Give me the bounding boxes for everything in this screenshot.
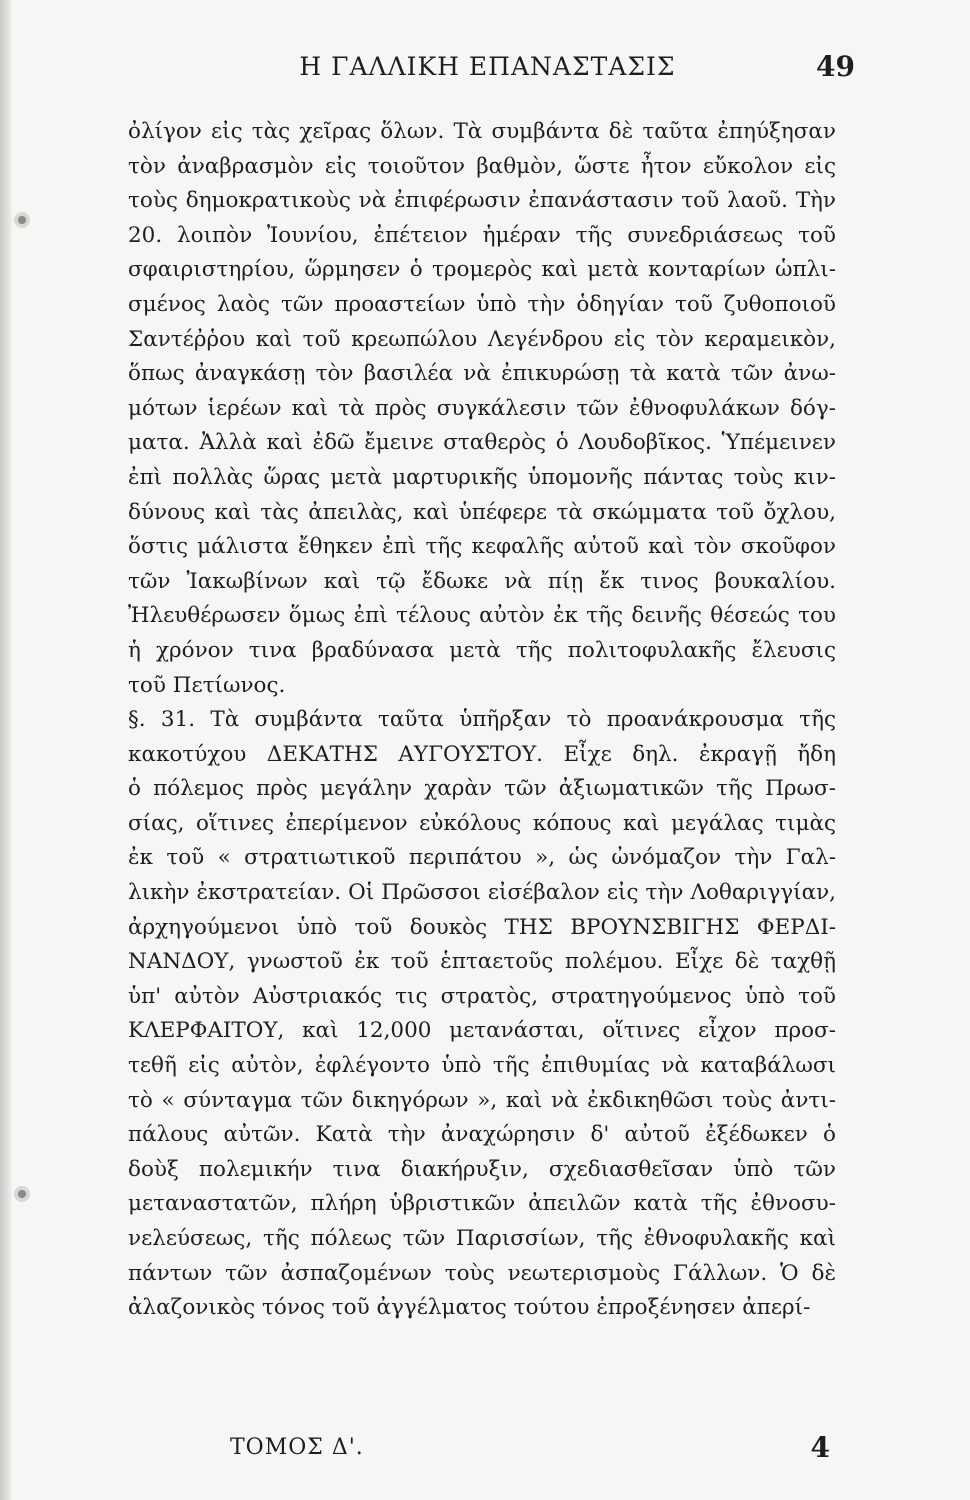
- text-line: ὅστις μάλιστα ἔθηκεν ἐπὶ τῆς κεφαλῆς αὐτοῦ καὶ τὸν σκοῦφον: [128, 534, 836, 560]
- running-title: Η ΓΑΛΛΙΚΗ ΕΠΑΝΑΣΤΑΣΙΣ: [299, 52, 676, 81]
- text-line: ὀλίγον εἰς τὰς χεῖρας ὅλων. Τὰ συμβάντα δὲ ταῦτα ἐπηύξησαν: [128, 119, 836, 144]
- text-line: τῶν Ἰακωβίνων καὶ τῷ ἔδωκε νὰ πίῃ ἔκ τινος βουκαλίου.: [128, 568, 836, 594]
- text-line: ὁ πόλεμος πρὸς μεγάλην χαρὰν τῶν ἀξιωματικῶν τῆς Πρωσ-: [128, 776, 836, 802]
- text-line: 20. λοιπὸν Ἰουνίου, ἐπέτειον ἡμέραν τῆς συνεδριάσεως τοῦ: [128, 222, 836, 248]
- text-line: δύνους καὶ τὰς ἀπειλὰς, καὶ ὑπέφερε τὰ σκώμματα τοῦ ὄχλου,: [128, 499, 836, 525]
- page-number: 49: [816, 50, 855, 83]
- text-line: τεθῆ εἰς αὐτὸν, ἐφλέγοντο ὑπὸ τῆς ἐπιθυμίας νὰ καταβάλωσι: [128, 1053, 836, 1079]
- binding-hole: [14, 212, 30, 228]
- text-line: σφαιριστηρίου, ὥρμησεν ὁ τρομερὸς καὶ μετὰ κονταρίων ὡπλι-: [128, 257, 836, 283]
- text-line: ὑπ' αὐτὸν Αὐστριακός τις στρατὸς, στρατηγούμενος ὑπὸ τοῦ: [128, 983, 836, 1009]
- text-line: τὸν ἀναβρασμὸν εἰς τοιοῦτον βαθμὸν, ὥστε ἦτον εὔκολον εἰς: [128, 153, 836, 179]
- body-text: [128, 115, 836, 1326]
- text-line: ἐπὶ πολλὰς ὥρας μετὰ μαρτυρικῆς ὑπομονῆς πάντας τοὺς κιν-: [128, 464, 836, 490]
- binding-edge: [0, 0, 12, 1500]
- text-line: ὅπως ἀναγκάσῃ τὸν βασιλέα νὰ ἐπικυρώσῃ τὰ κατὰ τῶν ἀνω-: [128, 361, 836, 387]
- signature-mark: 4: [810, 1431, 830, 1464]
- binding-hole: [14, 1186, 30, 1202]
- text-line: ἡ χρόνον τινα βραδύνασα μετὰ τῆς πολιτοφυλακῆς ἔλευσις: [128, 637, 836, 663]
- text-line: ἀλαζονικὸς τόνος τοῦ ἀγγέλματος τούτου ἐπροξένησεν ἀπερί-: [128, 1295, 811, 1321]
- text-line: δοὺξ πολεμικήν τινα διακήρυξιν, σχεδιασθεῖσαν ὑπὸ τῶν: [128, 1156, 836, 1182]
- text-line: ΚΛΕΡΦΑΙΤΟΥ, καὶ 12,000 μετανάσται, οἵτινες εἶχον προσ-: [128, 1018, 836, 1044]
- volume-label: ΤΟΜΟΣ Δ'.: [230, 1435, 364, 1460]
- text-line: νελεύσεως, τῆς πόλεως τῶν Παρισσίων, τῆς ἐθνοφυλακῆς καὶ: [128, 1226, 836, 1251]
- text-line: ΝΑΝΔΟΥ, γνωστοῦ ἐκ τοῦ ἑπταετοῦς πολέμου. Εἶχε δὲ ταχθῇ: [128, 949, 836, 975]
- text-line: τοὺς δημοκρατικοὺς νὰ ἐπιφέρωσιν ἐπανάστασιν τοῦ λαοῦ. Τὴν: [128, 188, 836, 214]
- text-line: τοῦ Πετίωνος.: [128, 672, 286, 698]
- text-line: σμένος λαὸς τῶν προαστείων ὑπὸ τὴν ὁδηγίαν τοῦ ζυθοποιοῦ: [128, 291, 836, 317]
- text-line: Σαντέῤῥου καὶ τοῦ κρεωπώλου Λεγένδρου εἰς τὸν κεραμεικὸν,: [128, 326, 836, 352]
- text-line: ἀρχηγούμενοι ὑπὸ τοῦ δουκὸς ΤΗΣ ΒΡΟΥΝΣΒΙΓΗΣ ΦΕΡΔΙ-: [128, 914, 836, 940]
- text-line: ματα. Ἀλλὰ καὶ ἐδῶ ἔμεινε σταθερὸς ὁ Λουδοβῖκος. Ὑπέμεινεν: [128, 430, 836, 456]
- text-line: μότων ἱερέων καὶ τὰ πρὸς συγκάλεσιν τῶν ἐθνοφυλάκων δόγ-: [128, 395, 836, 421]
- text-line: τὸ « σύνταγμα τῶν δικηγόρων », καὶ νὰ ἐκδικηθῶσι τοὺς ἀντι-: [128, 1087, 836, 1113]
- text-line: Ἠλευθέρωσεν ὅμως ἐπὶ τέλους αὐτὸν ἐκ τῆς δεινῆς θέσεώς του: [128, 603, 836, 629]
- text-line: σίας, οἵτινες ἐπερίμενον εὐκόλους κόπους καὶ μεγάλας τιμὰς: [128, 810, 836, 836]
- text-line: πάντων τῶν ἀσπαζομένων τοὺς νεωτερισμοὺς Γάλλων. Ὁ δὲ: [128, 1260, 836, 1286]
- text-line: μεταναστατῶν, πλήρη ὑβριστικῶν ἀπειλῶν κατὰ τῆς ἐθνοσυ-: [128, 1191, 836, 1217]
- text-line: κακοτύχου ΔΕΚΑΤΗΣ ΑΥΓΟΥΣΤΟΥ. Εἶχε δηλ. ἐκραγῇ ἤδη: [128, 741, 836, 767]
- page-footer: [230, 1431, 830, 1475]
- text-line: §. 31. Τὰ συμβάντα ταῦτα ὑπῆρξαν τὸ προανάκρουσμα τῆς: [128, 707, 836, 733]
- page-header: [140, 50, 855, 92]
- text-line: λικὴν ἐκστρατείαν. Οἱ Πρῶσσοι εἰσέβαλον εἰς τὴν Λοθαριγγίαν,: [128, 880, 836, 906]
- text-line: πάλους αὐτῶν. Κατὰ τὴν ἀναχώρησιν δ' αὐτοῦ ἐξέδωκεν ὁ: [128, 1122, 836, 1148]
- text-line: ἐκ τοῦ « στρατιωτικοῦ περιπάτου », ὡς ὠνόμαζον τὴν Γαλ-: [128, 845, 836, 871]
